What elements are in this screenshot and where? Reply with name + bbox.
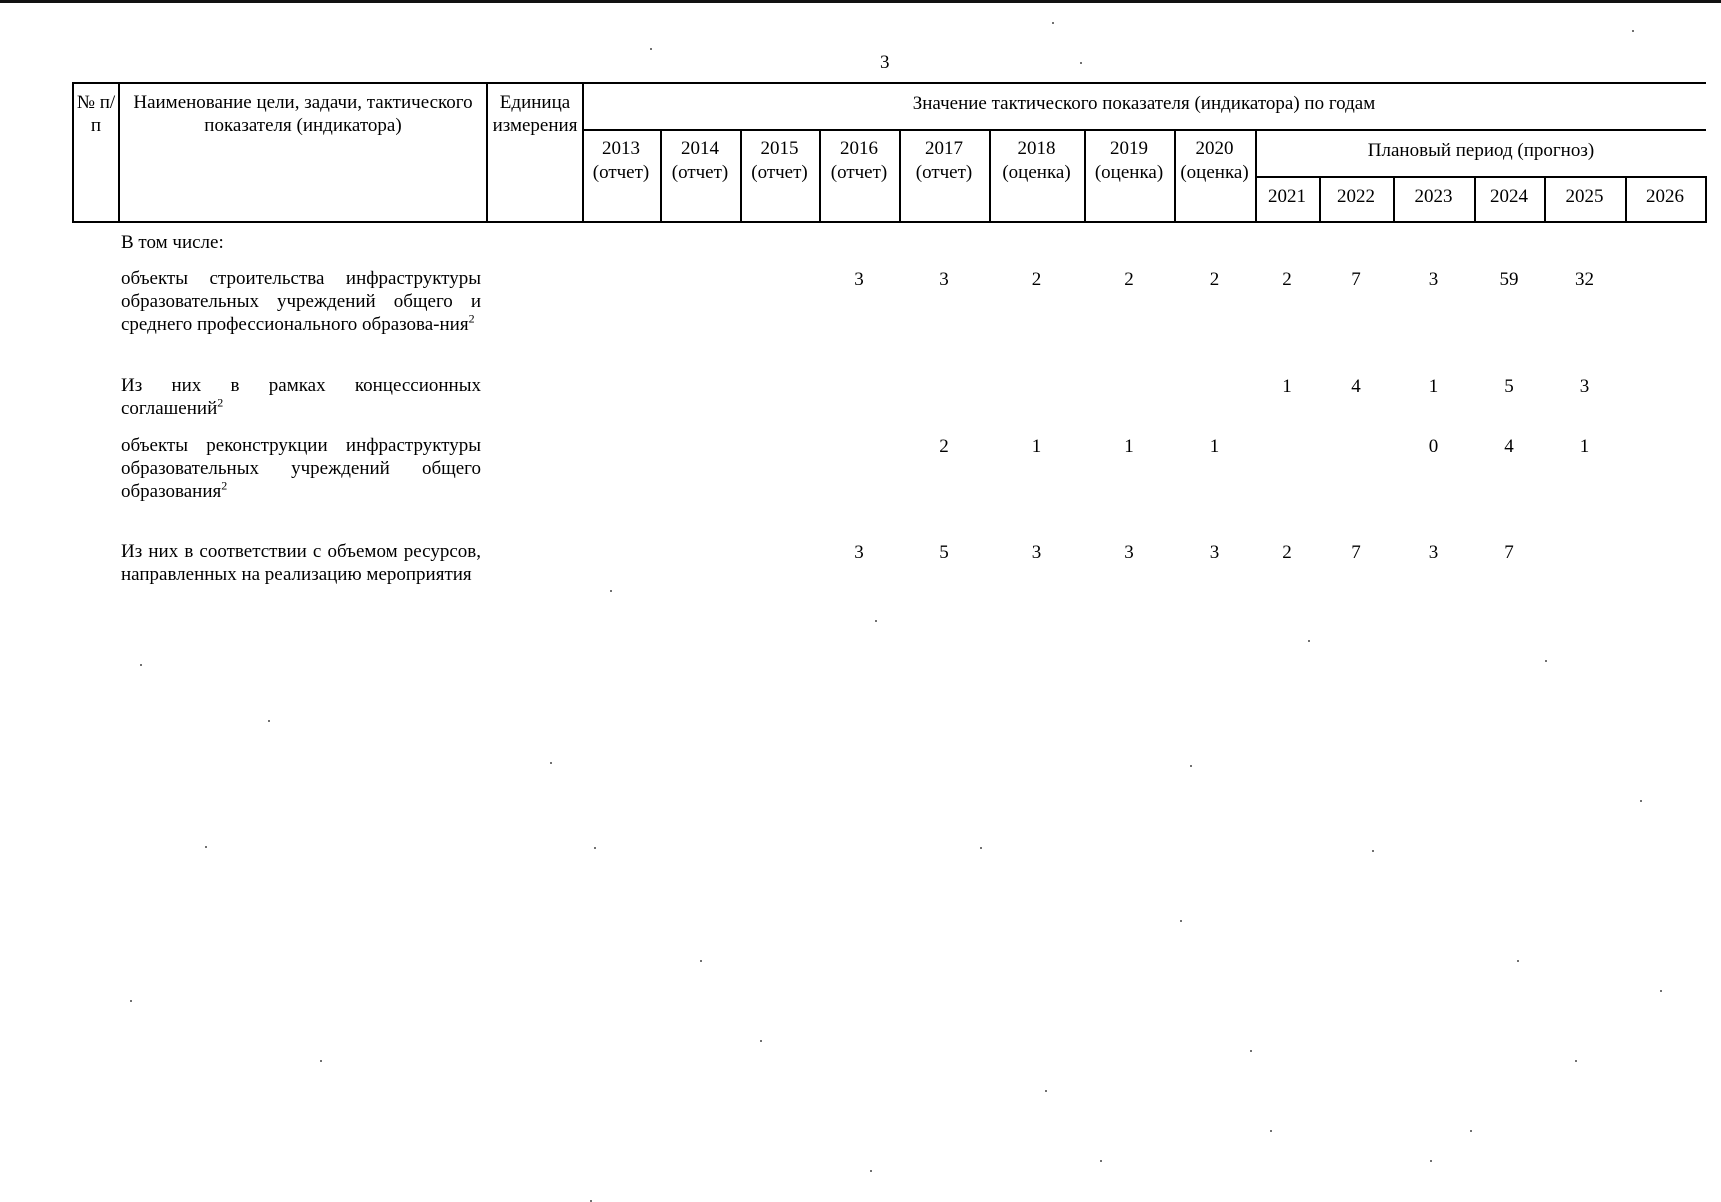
- speck: [1470, 1130, 1472, 1132]
- year-header-2017: [899, 137, 989, 185]
- cell-value-2025: 1: [1579, 436, 1590, 457]
- year-note: (отчет): [915, 162, 973, 183]
- cell-value-2019: 3: [1124, 542, 1134, 563]
- speck: [320, 1060, 322, 1062]
- cell-value-2017: 3: [939, 269, 949, 290]
- cell-value-2020: 3: [1209, 542, 1220, 563]
- year-note: (отчет): [751, 162, 808, 183]
- cell-value-2018: 1: [1031, 436, 1042, 457]
- year-header-2018: [989, 137, 1084, 185]
- row-label-text: Из них в рамках концессионных соглашений: [121, 375, 481, 419]
- speck: [1372, 850, 1374, 852]
- speck: [1632, 30, 1634, 32]
- row-label: [121, 540, 481, 586]
- section-label: В том числе:: [121, 232, 224, 253]
- year-label: 2013: [602, 138, 640, 159]
- col-border: [1705, 176, 1707, 223]
- page-number: 3: [880, 52, 890, 73]
- speck: [1430, 1160, 1432, 1162]
- row-label-text: Из них в соответствии с объемом ресурсов, направленных на реализацию мероприятия: [121, 541, 481, 585]
- col-header-values-group: Значение тактического показателя (индикатора) по годам: [912, 93, 1376, 114]
- cell-value-2022: 7: [1351, 542, 1361, 563]
- cell-value-2020: 2: [1209, 269, 1220, 290]
- year-header-2014: [660, 137, 740, 185]
- speck: [1640, 800, 1642, 802]
- year-label: 2015: [760, 138, 799, 159]
- cell-value-2016: 3: [854, 542, 864, 563]
- header-plan-divider: [1255, 176, 1706, 178]
- year-label: 2020: [1195, 138, 1234, 159]
- scan-top-edge: [0, 0, 1721, 3]
- footnote-marker: 2: [217, 395, 224, 410]
- speck: [1308, 640, 1310, 642]
- cell-value-2025: 3: [1579, 376, 1590, 397]
- cell-value-2021: 2: [1282, 542, 1292, 563]
- cell-value-2023: 3: [1428, 542, 1439, 563]
- col-header-num: № п/п: [76, 92, 116, 136]
- plan-year-header-2021: 2021: [1268, 186, 1306, 207]
- speck: [1100, 1160, 1102, 1162]
- plan-year-header-2022: 2022: [1337, 186, 1375, 207]
- col-header-plan-group: Плановый период (прогноз): [1367, 140, 1595, 161]
- cell-value-2019: 2: [1124, 269, 1134, 290]
- speck: [550, 762, 552, 764]
- row-label-text: объекты строительства инфраструктуры образовательных учреждений общего и среднего профессионального образова-ния: [121, 268, 481, 335]
- col-header-unit: Единица измерения: [492, 92, 578, 136]
- cell-value-2024: 59: [1499, 269, 1519, 290]
- cell-value-2021: 2: [1282, 269, 1292, 290]
- footnote-marker: 2: [221, 478, 228, 493]
- speck: [1545, 660, 1547, 662]
- speck: [594, 847, 596, 849]
- year-note: (оценка): [1002, 162, 1071, 183]
- speck: [1270, 1130, 1272, 1132]
- year-header-2020: [1174, 137, 1255, 185]
- plan-year-header-2023: 2023: [1414, 186, 1453, 207]
- year-header-2015: [740, 137, 819, 185]
- cell-value-2018: 2: [1031, 269, 1042, 290]
- speck: [1045, 1090, 1047, 1092]
- year-header-2016: [819, 137, 899, 185]
- year-label: 2016: [840, 138, 878, 159]
- year-note: (оценка): [1180, 162, 1249, 183]
- cell-value-2024: 5: [1504, 376, 1514, 397]
- plan-year-header-2025: 2025: [1565, 186, 1604, 207]
- speck: [700, 960, 702, 962]
- header-group-divider: [582, 129, 1706, 131]
- speck: [268, 720, 270, 722]
- cell-value-2017: 5: [939, 542, 949, 563]
- speck: [1190, 765, 1192, 767]
- cell-value-2022: 7: [1351, 269, 1361, 290]
- row-label-text: объекты реконструкции инфраструктуры образовательных учреждений общего образования: [121, 435, 481, 502]
- year-label: 2019: [1110, 138, 1148, 159]
- cell-value-2017: 2: [939, 436, 949, 457]
- speck: [140, 664, 142, 666]
- cell-value-2020: 1: [1209, 436, 1220, 457]
- speck: [760, 1040, 762, 1042]
- speck: [610, 590, 612, 592]
- year-label: 2014: [681, 138, 719, 159]
- speck: [1517, 960, 1519, 962]
- cell-value-2023: 1: [1428, 376, 1439, 397]
- cell-value-2016: 3: [854, 269, 864, 290]
- footnote-marker: 2: [468, 311, 475, 326]
- year-note: (отчет): [671, 162, 729, 183]
- row-label: [121, 267, 481, 336]
- year-label: 2018: [1017, 138, 1056, 159]
- cell-value-2022: 4: [1351, 376, 1361, 397]
- cell-value-2024: 4: [1504, 436, 1514, 457]
- speck: [1080, 62, 1082, 64]
- plan-year-header-2026: 2026: [1646, 186, 1684, 207]
- speck: [875, 620, 877, 622]
- cell-value-2024: 7: [1504, 542, 1514, 563]
- speck: [1250, 1050, 1252, 1052]
- cell-value-2018: 3: [1031, 542, 1042, 563]
- speck: [1660, 990, 1662, 992]
- speck: [205, 846, 207, 848]
- col-border: [72, 82, 74, 223]
- header-bottom-border: [72, 221, 1706, 223]
- year-note: (оценка): [1094, 162, 1164, 183]
- plan-year-header-2024: 2024: [1490, 186, 1528, 207]
- cell-value-2021: 1: [1282, 376, 1292, 397]
- cell-value-2019: 1: [1124, 436, 1134, 457]
- cell-value-2023: 0: [1428, 436, 1439, 457]
- year-note: (отчет): [830, 162, 888, 183]
- row-label: [121, 374, 481, 420]
- speck: [130, 1000, 132, 1002]
- header-top-border: [72, 82, 1706, 84]
- speck: [980, 847, 982, 849]
- year-note: (отчет): [592, 162, 650, 183]
- speck: [1575, 1060, 1577, 1062]
- col-header-name: Наименование цели, задачи, тактического показателя (индикатора): [133, 92, 473, 136]
- year-header-2013: [582, 137, 660, 185]
- year-header-2019: [1084, 137, 1174, 185]
- cell-value-2025: 32: [1575, 269, 1594, 290]
- row-label: [121, 434, 481, 503]
- speck: [870, 1170, 872, 1172]
- speck: [1052, 22, 1054, 24]
- year-label: 2017: [925, 138, 963, 159]
- speck: [1180, 920, 1182, 922]
- speck: [650, 48, 652, 50]
- cell-value-2023: 3: [1428, 269, 1439, 290]
